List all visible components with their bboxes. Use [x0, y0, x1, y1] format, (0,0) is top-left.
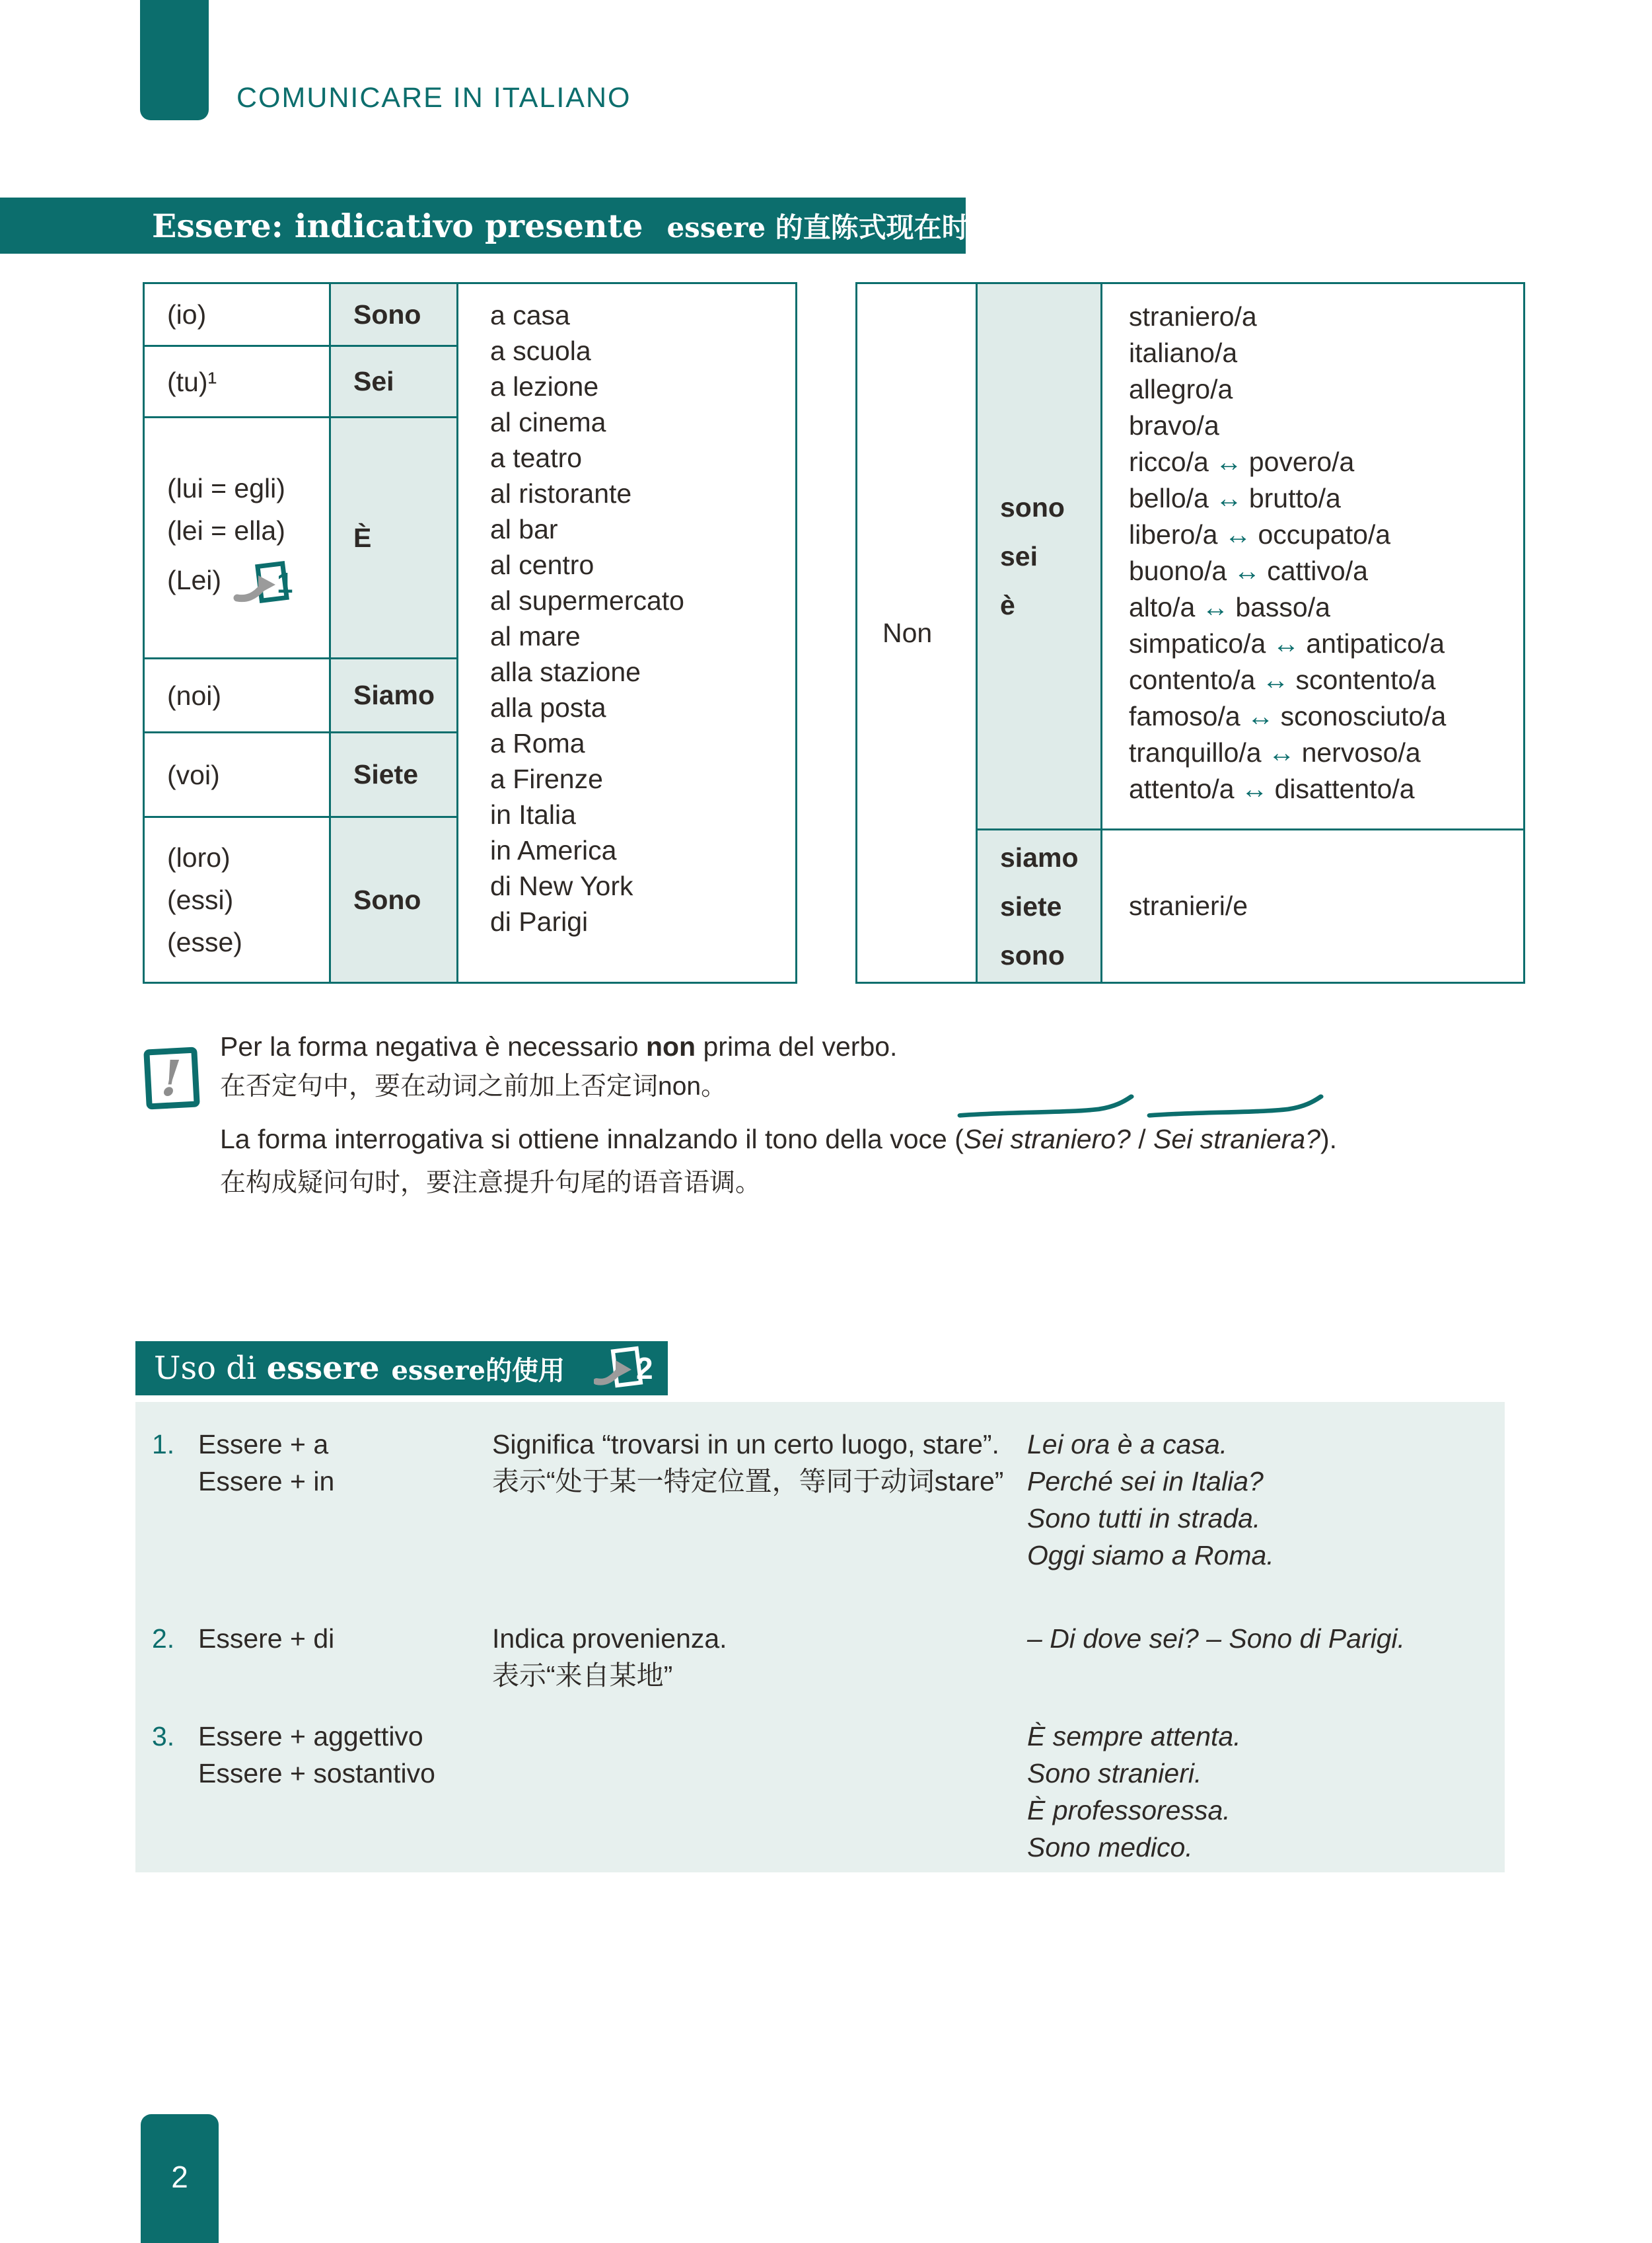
adjective: contento/a: [1129, 665, 1256, 695]
intonation-example-2: Sei straniera?: [1153, 1121, 1320, 1158]
pronoun-cell: [145, 418, 331, 657]
adjective: bravo/a: [1129, 410, 1219, 441]
adjective: italiano/a: [1129, 338, 1238, 368]
place-item: al bar: [490, 514, 558, 544]
item-number: 2.: [152, 1623, 175, 1654]
note-text: [220, 1028, 1595, 1200]
pronoun: (voi): [167, 759, 220, 790]
table-row: [145, 284, 456, 347]
place-item: alla stazione: [490, 657, 641, 687]
adjective: disattento/a: [1274, 774, 1415, 804]
exercise-ref-1: [232, 558, 293, 608]
example-line: È professoressa.: [1027, 1795, 1231, 1825]
example-line: Sono medico.: [1027, 1832, 1193, 1862]
negation-cell: Non: [857, 284, 978, 982]
adjective: attento/a: [1129, 774, 1235, 804]
verb-form: siete: [1000, 891, 1062, 922]
place-item: a lezione: [490, 371, 599, 402]
form-line: Essere + di: [198, 1623, 335, 1654]
bold-non: non: [645, 1031, 696, 1062]
verb-form: Siamo: [353, 680, 435, 710]
banner-title-italian: Uso di essere: [154, 1350, 380, 1387]
item-number: 1.: [152, 1429, 175, 1459]
adjective: sconosciuto/a: [1280, 701, 1447, 731]
page-number-tab: [141, 2114, 219, 2243]
place-item: al supermercato: [490, 585, 684, 616]
adjective-pair: [1129, 408, 1523, 444]
opposite-arrow-icon: ↔: [1262, 665, 1289, 695]
pronoun-cell: [145, 818, 331, 982]
place-item: al ristorante: [490, 478, 632, 509]
opposite-arrow-icon: ↔: [1202, 592, 1229, 622]
pronoun: (esse): [167, 927, 242, 957]
exercise-number: 1: [277, 567, 293, 599]
verb-form: sono: [1000, 939, 1065, 971]
verb-form: Sei: [353, 366, 394, 396]
pronoun: (lui = egli): [167, 473, 285, 503]
svg-text:!: !: [160, 1050, 182, 1107]
pronoun: (loro): [167, 842, 231, 873]
explanation-line: 表示“处于某一特定位置，等同于动词stare”: [492, 1466, 1004, 1496]
exercise-ref-2: [594, 1343, 653, 1393]
running-head: COMUNICARE IN ITALIANO: [236, 82, 631, 114]
example-line: – Di dove sei? – Sono di Parigi.: [1027, 1623, 1406, 1654]
chapter-tab: [140, 0, 209, 120]
adjective: famoso/a: [1129, 701, 1240, 731]
place-item: di New York: [490, 871, 633, 901]
negation-table-body: [978, 284, 1523, 982]
example-line: Oggi siamo a Roma.: [1027, 1540, 1274, 1570]
example-line: Sono stranieri.: [1027, 1758, 1202, 1788]
adjective-pair: [1129, 517, 1523, 553]
pronoun: (lei = ella): [167, 515, 285, 546]
page-number: 2: [171, 2160, 188, 2194]
plural-adjective: stranieri/e: [1129, 891, 1248, 921]
verb-form: è: [1000, 590, 1015, 620]
adjective: allegro/a: [1129, 374, 1233, 404]
adjectives-list: [1102, 284, 1523, 828]
adjective-pair: [1129, 698, 1523, 735]
form-line: Essere + in: [198, 1466, 335, 1496]
place-item: alla posta: [490, 692, 606, 723]
explanation-line: Significa “trovarsi in un certo luogo, stare”.: [492, 1429, 999, 1459]
pronoun-cell: [145, 733, 331, 816]
table-row: [145, 659, 456, 733]
place-item: al cinema: [490, 407, 606, 437]
rising-intonation-curve-icon: [957, 1094, 1134, 1119]
table-row: [145, 733, 456, 818]
place-item: al mare: [490, 621, 581, 651]
adjective: occupato/a: [1258, 519, 1391, 550]
verb-form: Siete: [353, 759, 418, 790]
verb-cell: [331, 818, 456, 982]
place-item: a casa: [490, 300, 570, 330]
example-line: Sono tutti in strada.: [1027, 1503, 1261, 1533]
opposite-arrow-icon: ↔: [1240, 774, 1268, 804]
pronoun-cell: [145, 659, 331, 731]
table-row: [145, 818, 456, 982]
opposite-arrow-icon: ↔: [1246, 701, 1274, 731]
pronoun-cell: [145, 347, 331, 416]
adjective: alto/a: [1129, 592, 1196, 622]
adjective: ricco/a: [1129, 447, 1209, 477]
item-examples: [1027, 1718, 1241, 1866]
adjective: nervoso/a: [1301, 737, 1421, 768]
adjective: basso/a: [1235, 592, 1330, 622]
item-forms: [198, 1718, 435, 1792]
adjective: cattivo/a: [1267, 556, 1368, 586]
conjugation-table: [143, 282, 797, 984]
opposite-arrow-icon: ↔: [1215, 483, 1242, 513]
verb-form: Sono: [353, 884, 421, 915]
adjective-pair: [1129, 589, 1523, 626]
negation-table: [855, 282, 1525, 984]
adjective: brutto/a: [1248, 483, 1341, 513]
item-forms: [198, 1620, 334, 1657]
adjective-pair: [1129, 371, 1523, 408]
adjective-pair: [1129, 771, 1523, 807]
example-line: Perché sei in Italia?: [1027, 1466, 1264, 1496]
adjective-pair: [1129, 444, 1523, 480]
form-line: Essere + aggettivo: [198, 1721, 423, 1751]
verb-form: Sono: [353, 299, 421, 330]
opposite-arrow-icon: ↔: [1224, 519, 1252, 550]
adjective-pair: [1129, 553, 1523, 589]
pronoun: (tu)¹: [167, 366, 217, 397]
explanation-line: 表示“来自某地”: [492, 1660, 673, 1691]
place-item: a teatro: [490, 443, 583, 473]
place-item: a scuola: [490, 336, 591, 366]
adjective: libero/a: [1129, 519, 1218, 550]
place-item: in America: [490, 835, 617, 865]
note-line-1: Per la forma negativa è necessario non prima del verbo.: [220, 1031, 898, 1062]
intonation-example-1: Sei straniero?: [964, 1121, 1131, 1158]
exercise-number: 2: [636, 1351, 653, 1385]
adjective: bello/a: [1129, 483, 1209, 513]
verb-cell: [331, 347, 456, 416]
exclamation-box-icon: [142, 1043, 203, 1116]
section-banner-essere: [0, 198, 970, 254]
plural-verbs-cell: [978, 830, 1102, 982]
adjective-pair: [1129, 735, 1523, 771]
example-line: È sempre attenta.: [1027, 1721, 1241, 1751]
note-line-2: 在否定句中，要在动词之前加上否定词non。: [220, 1072, 727, 1101]
verb-form: sei: [1000, 541, 1038, 571]
note-line-3: La forma interrogativa si ottiene innalzando il tono della voce ( Sei straniero? / Sei straniera?).: [220, 1121, 1595, 1158]
item-examples: [1027, 1620, 1405, 1657]
adjective-pair: [1129, 626, 1523, 662]
verb-cell: [331, 418, 456, 657]
verb-cell: [331, 733, 456, 816]
adjective: scontento/a: [1295, 665, 1436, 695]
rising-intonation-curve-icon: [1147, 1094, 1324, 1119]
explanation-line: Indica provenienza.: [492, 1623, 727, 1654]
verb-form: È: [353, 522, 372, 553]
adjective-pair: [1129, 299, 1523, 335]
place-item: a Roma: [490, 728, 585, 758]
place-item: di Parigi: [490, 906, 589, 937]
note-line-4: 在构成疑问句时，要注意提升句尾的语音语调。: [220, 1169, 762, 1197]
banner-title-chinese: essere的使用: [391, 1354, 565, 1386]
opposite-arrow-icon: ↔: [1233, 556, 1261, 586]
adjective: buono/a: [1129, 556, 1227, 586]
opposite-arrow-icon: ↔: [1268, 737, 1295, 768]
adjective: antipatico/a: [1306, 628, 1445, 659]
verb-cell: [331, 284, 456, 345]
adjective: tranquillo/a: [1129, 737, 1262, 768]
item-explanations: [492, 1620, 727, 1694]
pronoun: (Lei): [167, 565, 222, 595]
conjugation-rows: [145, 284, 456, 982]
verb-form: sono: [1000, 492, 1065, 523]
place-item: al centro: [490, 550, 594, 580]
pronoun: (io): [167, 299, 207, 330]
table-row: [145, 347, 456, 418]
plural-row: [978, 830, 1523, 982]
verb-form: siamo: [1000, 842, 1079, 873]
adjective-pair: [1129, 480, 1523, 517]
adjective-pair: [1129, 662, 1523, 698]
item-number: 3.: [152, 1721, 175, 1751]
banner-title-italian: Essere: indicativo presente: [152, 206, 643, 245]
place-item: a Firenze: [490, 764, 603, 794]
table-row: [145, 418, 456, 659]
usage-section: [135, 1402, 1505, 1872]
item-examples: [1027, 1426, 1274, 1574]
pronoun: (essi): [167, 885, 234, 915]
pronoun: (noi): [167, 680, 222, 711]
adjective: simpatico/a: [1129, 628, 1266, 659]
adjective: povero/a: [1248, 447, 1355, 477]
grammar-note: [142, 1028, 1595, 1200]
verb-cell: [331, 659, 456, 731]
item-forms: [198, 1426, 334, 1500]
pronoun-cell: [145, 284, 331, 345]
places-list: [456, 284, 795, 982]
place-item: in Italia: [490, 799, 576, 830]
form-line: Essere + a: [198, 1429, 329, 1459]
item-explanations: [492, 1426, 1003, 1500]
adjective-pair: [1129, 335, 1523, 371]
adjective: straniero/a: [1129, 301, 1257, 332]
example-line: Lei ora è a casa.: [1027, 1429, 1228, 1459]
opposite-arrow-icon: ↔: [1215, 447, 1242, 477]
singular-verbs-cell: [978, 284, 1102, 828]
opposite-arrow-icon: ↔: [1272, 628, 1300, 659]
form-line: Essere + sostantivo: [198, 1758, 435, 1788]
singular-row: [978, 284, 1523, 830]
banner-title-chinese: essere 的直陈式现在时: [666, 211, 970, 244]
section-banner-uso: [135, 1341, 668, 1395]
